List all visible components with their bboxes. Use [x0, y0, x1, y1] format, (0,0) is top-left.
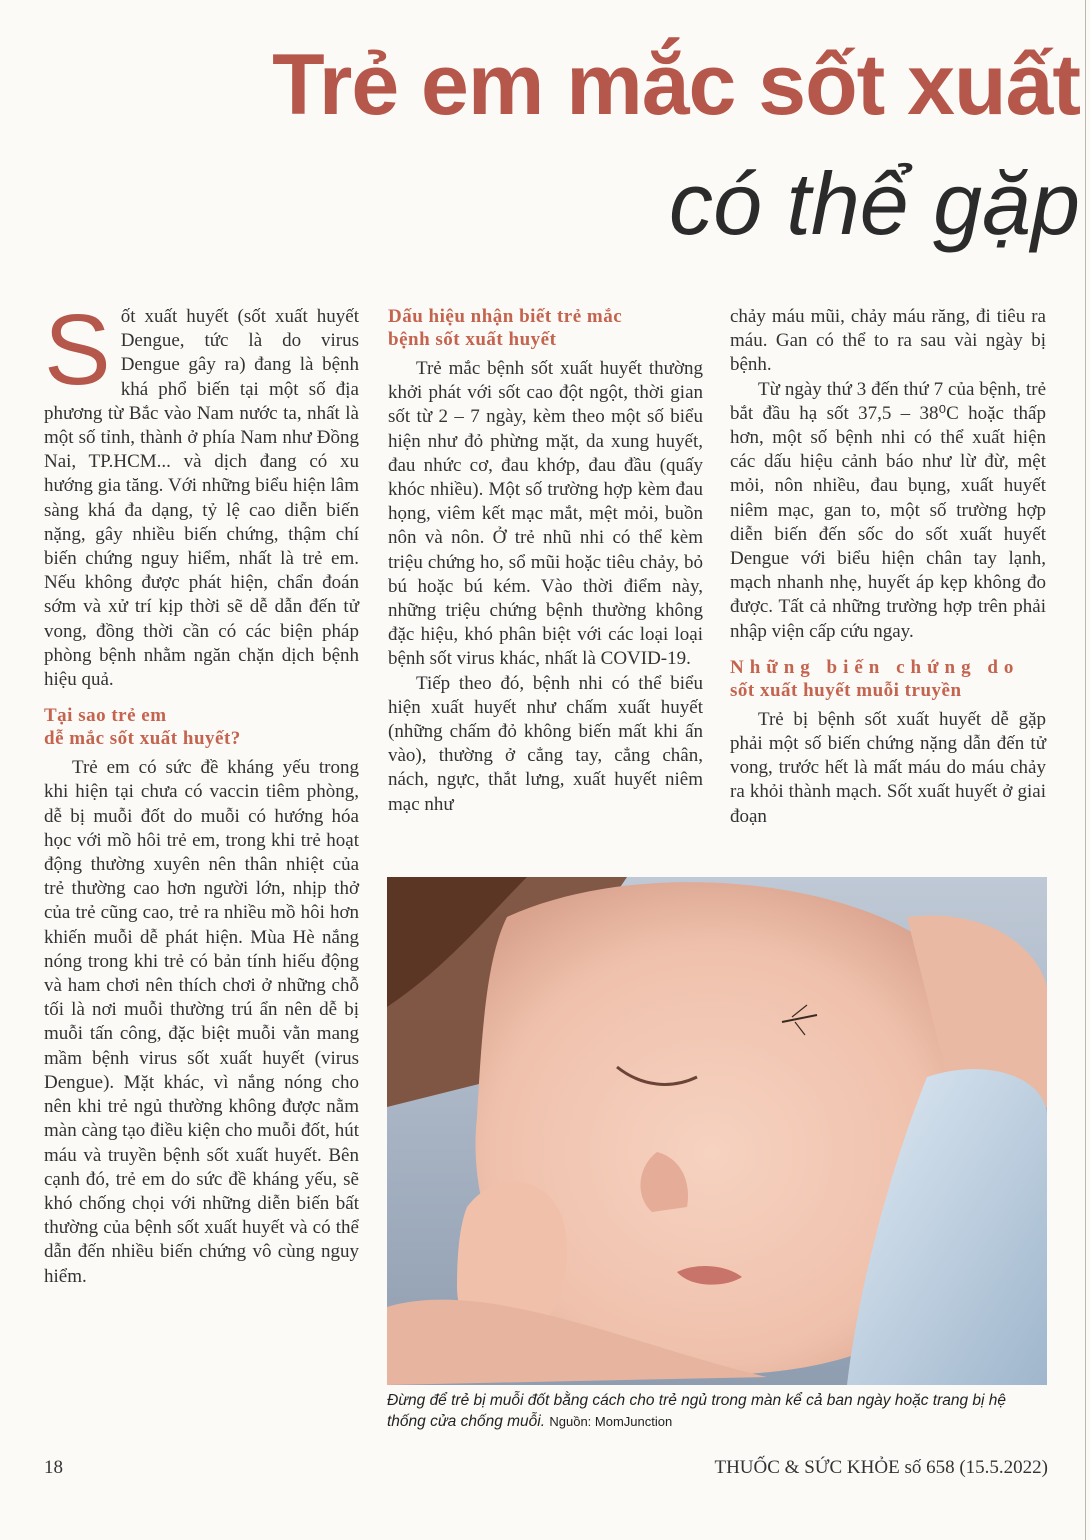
heading-line: Những biến chứng do — [730, 656, 1020, 678]
paragraph: Tiếp theo đó, bệnh nhi có thể biểu hiện xuất huyết như chấm xuất huyết (những chấm đỏ không biến mất khi ấn vào), thường ở cẳng tay, cẳng chân, nách, ngực, thắt lưng, xuất huyết niêm mạc như — [388, 672, 703, 815]
drop-cap: S — [44, 294, 111, 406]
heading-line: dễ mắc sốt xuất huyết? — [44, 728, 241, 750]
paragraph: Trẻ bị bệnh sốt xuất huyết dễ gặp phải một số biến chứng nặng dẫn đến tử vong, trước hết là mất máu do máu chảy ra khỏi thành mạch. Sốt xuất huyết ở giai đoạn — [730, 708, 1046, 827]
article-title: Trẻ em mắc sốt xuất — [272, 37, 1080, 133]
publication-footer: THUỐC & SỨC KHỎE số 658 (15.5.2022) — [714, 1457, 1048, 1478]
article-photo — [387, 877, 1047, 1385]
paragraph: Trẻ mắc bệnh sốt xuất huyết thường khởi phát với sốt cao đột ngột, thời gian sốt từ 2 – 7 ngày, kèm theo một số biểu hiện như đỏ phừng mặt, da xung huyết, đau nhức cơ, đau khớp, đau đầu (quấy khóc nhiều). Một số trường hợp kèm đau họng, viêm kết mạc mắt, mệt mỏi, buồn nôn và nôn. Ở trẻ nhũ nhi có thể kèm triệu chứng ho, sổ mũi hoặc tiêu chảy, bỏ bú hoặc bú kém. Vào thời điểm này, những triệu chứng bệnh thường không đặc hiệu, khó phân biệt với các loại loại bệnh sốt virus khác, nhất là COVID-19. — [388, 358, 703, 670]
paragraph: Từ ngày thứ 3 đến thứ 7 của bệnh, trẻ bắt đầu hạ sốt 37,5 – 38⁰C hoặc thấp hơn, một số bệnh nhi có thể xuất hiện các dấu hiệu cảnh báo như lừ đừ, mệt mỏi, nôn nhiều, đau bụng, xuất huyết niêm mạc, gan to, một số trường hợp diễn biến đến sốc do sốt xuất huyết Dengue với biểu hiện chân tay lạnh, mạch nhanh nhẹ, huyết áp kẹp không đo được. Tất cả những trường hợp trên phải nhập viện cấp cứu ngay. — [730, 378, 1046, 642]
section-heading-signs — [388, 305, 703, 351]
paragraph: Trẻ em có sức đề kháng yếu trong khi hiện tại chưa có vaccin tiêm phòng, dễ bị muỗi đốt do muỗi có hướng hóa học với mồ hôi trẻ em, trong khi trẻ hoạt động thường xuyên nên thân nhiệt của trẻ thường cao hơn người lớn, nhịp thở của trẻ cũng cao, trẻ ra nhiều mồ hôi hơn khiến muỗi dễ phát hiện. Mùa Hè nắng nóng trong khi trẻ có bản tính hiếu động và ham chơi nên thích chơi ở những chỗ tối là nơi muỗi thường trú ẩn nên dễ bị muỗi tấn công, đặc biệt muỗi vằn mang mầm bệnh virus sốt xuất huyết (virus Dengue). Mặt khác, vì nắng nóng cho nên khi trẻ ngủ thường không được nằm màn càng tạo điều kiện cho muỗi đốt, hút máu và truyền bệnh sốt xuất huyết. Bên cạnh đó, trẻ em do sức đề kháng yếu, sẽ khó chống chọi với những diễn biến bất thường của bệnh sốt xuất huyết và có thể dẫn đến nhiều biến chứng vô cùng nguy hiểm. — [44, 757, 360, 1287]
page-edge-line — [1085, 0, 1086, 1540]
heading-line: bệnh sốt xuất huyết — [388, 329, 557, 350]
section-heading-complications — [730, 656, 1046, 702]
page-number: 18 — [44, 1457, 63, 1478]
heading-line: Dấu hiệu nhận biết trẻ mắc — [388, 306, 623, 327]
sleeping-child-photo — [387, 877, 1047, 1385]
heading-line: sốt xuất huyết muỗi truyền — [730, 679, 962, 701]
caption-source: Nguồn: MomJunction — [549, 1414, 673, 1429]
paragraph: chảy máu mũi, chảy máu răng, đi tiêu ra máu. Gan có thể to ra sau vài ngày bị bệnh. — [730, 306, 1046, 376]
article-subtitle: có thể gặp — [669, 154, 1080, 253]
column-3 — [730, 305, 1046, 829]
caption-text: Đừng để trẻ bị muỗi đốt bằng cách cho trẻ ngủ trong màn kể cả ban ngày hoặc trang bị hệ thống cửa chống muỗi. — [387, 1392, 1007, 1430]
column-2 — [388, 305, 703, 817]
column-1 — [44, 294, 360, 1289]
intro-text: ốt xuất huyết (sốt xuất huyết Dengue, tức là do virus Dengue gây ra) đang là bệnh khá phổ biến tại một số địa phương từ Bắc vào Nam nước ta, nhất là một số tỉnh, thành ở phía Nam như Đồng Nai, TP.HCM... và dịch đang có xu hướng gia tăng. Với những biểu hiện lâm sàng khá đa dạng, tỷ lệ cao diễn biến nặng, gây nhiều biến chứng, thậm chí biến chứng nguy hiểm, nhất là trẻ em. Nếu không được phát hiện, chẩn đoán sớm và xử trí kịp thời sẽ dễ dẫn đến tử vong, đồng thời cần có các biện pháp phòng bệnh nhằm ngăn chặn dịch bệnh hiệu quả. — [44, 306, 359, 691]
section-heading-why — [44, 704, 359, 750]
intro-paragraph — [44, 294, 359, 692]
photo-caption — [387, 1390, 1049, 1432]
heading-line: Tại sao trẻ em — [44, 705, 167, 727]
